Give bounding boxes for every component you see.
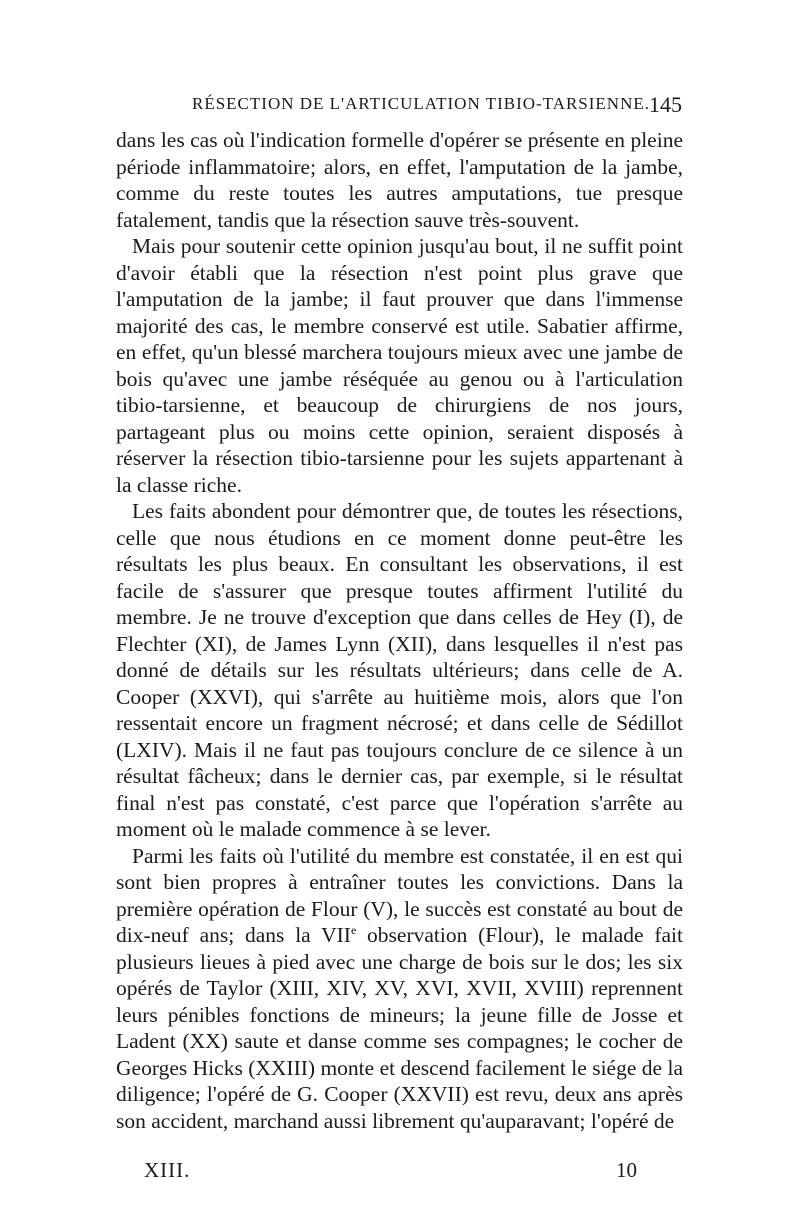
paragraph-utility <box>116 843 683 1135</box>
paragraph-results: Les faits abondent pour démontrer que, de toutes les résections, celle que nous étudions en ce moment donne peut-être les résultats les plus beaux. En consultant les observations, il est facile de s'assurer que presque toutes affirment l'utilité du membre. Je ne trouve d'exception que dans celles de Hey (I), de Flechter (XI), de James Lynn (XII), dans lesquelles il n'est pas donné de détails sur les résultats ultérieurs; dans celle de A. Cooper (XXVI), qui s'arrête au huitième mois, alors que l'on ressentait encore un fragment nécrosé; et dans celle de Sédillot (LXIV). Mais il ne faut pas toujours conclure de ce silence à un résultat fâcheux; dans le dernier cas, par exemple, si le résultat final n'est pas constaté, c'est parce que l'opération s'arrête au moment où le malade commence à se lever. <box>116 499 683 841</box>
paragraph-utility-end: observation (Flour), le malade fait plusieurs lieues à pied avec une charge de bois sur le dos; les six opérés de Taylor (XIII, XIV, XV, XVI, XVII, XVIII) reprennent leurs pénibles fonctions de mineurs; la jeune fille de Josse et Ladent (XX) saute et danse comme ses compagnes; le cocher de Georges Hicks (XXIII) monte et descend facilement le siége de la diligence; l'opéré de G. Cooper (XXVII) est revu, deux ans après son accident, marchand aussi librement qu'auparavant; l'opéré de <box>116 923 683 1133</box>
page-footer <box>144 1158 637 1188</box>
signature-mark: XIII. <box>144 1158 191 1182</box>
ordinal-superscript: e <box>350 923 357 937</box>
page-number: 145 <box>649 92 682 117</box>
paragraph-continuation: dans les cas où l'indication formelle d'opérer se présente en pleine période inflammatoire; alors, en effet, l'amputation de la jambe, comme du reste toutes les autres amputations, tue presque fatalement, tandis que la résection sauve très-souvent. <box>116 128 683 232</box>
body-text <box>116 127 683 1134</box>
paragraph-utility-start: Parmi les faits où l'utilité du membre est constatée, il en est qui sont bien propres à entraîner toutes les convictions. Dans la première opération de Flour (V), le succès est constaté au bout de dix-neuf ans; dans la VII <box>116 843 683 947</box>
running-head <box>192 92 682 118</box>
paragraph-opinion: Mais pour soutenir cette opinion jusqu'au bout, il ne suffit point d'avoir établi que la résection n'est point plus grave que l'amputation de la jambe; il faut prouver que dans l'immense majorité des cas, le membre conservé est utile. Sabatier affirme, en effet, qu'un blessé marchera toujours mieux avec une jambe de bois qu'avec une jambe réséquée au genou ou à l'articulation tibio-tarsienne, et beaucoup de chirurgiens de nos jours, partageant plus ou moins cette opinion, seraient disposés à réserver la résection tibio-tarsienne pour les sujets appartenant à la classe riche. <box>116 234 683 497</box>
sheet-number: 10 <box>616 1158 637 1182</box>
running-title: RÉSECTION DE L'ARTICULATION TIBIO-TARSIENNE. <box>192 94 650 113</box>
